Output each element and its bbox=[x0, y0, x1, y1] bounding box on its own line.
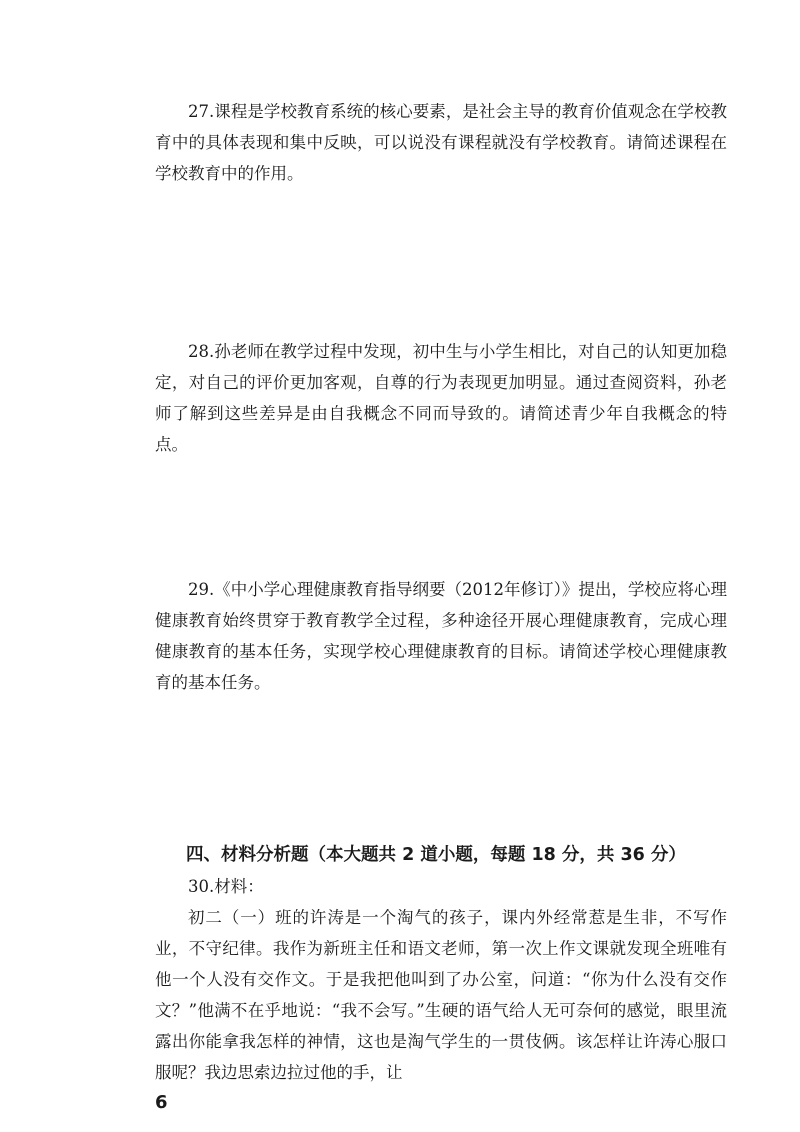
question-28-text: 28.孙老师在教学过程中发现，初中生与小学生相比，对自己的认知更加稳定，对自己的评价更加客观，自尊的行为表现更加明显。通过查阅资料，孙老师了解到这些差异是由自我概念不同而导致的。请简述青少年自我概念的特点。 bbox=[155, 342, 727, 454]
question-27 bbox=[155, 96, 727, 189]
section-title: 四、材料分析题（本大题共 2 道小题，每题 18 分，共 36 分） bbox=[186, 845, 686, 865]
question-27-text: 27.课程是学校教育系统的核心要素，是社会主导的教育价值观念在学校教育中的具体表现和集中反映，可以说没有课程就没有学校教育。请简述课程在学校教育中的作用。 bbox=[155, 102, 727, 183]
question-30 bbox=[155, 871, 727, 1088]
question-30-label: 30.材料： bbox=[188, 877, 264, 896]
question-30-material-text: 初二（一）班的许涛是一个淘气的孩子，课内外经常惹是生非，不写作业，不守纪律。我作为新班主任和语文老师，第一次上作文课就发现全班唯有他一个人没有交作文。于是我把他叫到了办公室，问道：“你为什么没有交作文？”他满不在乎地说：“我不会写。”生硬的语气给人无可奈何的感觉，眼里流露出你能拿我怎样的神情，这也是淘气学生的一贯伎俩。该怎样让许涛心服口服呢？我边思索边拉过他的手，让 bbox=[155, 908, 727, 1082]
question-28 bbox=[155, 336, 727, 460]
question-29-text: 29.《中小学心理健康教育指导纲要（2012年修订）》提出，学校应将心理健康教育始终贯穿于教育教学全过程，多种途径开展心理健康教育，完成心理健康教育的基本任务，实现学校心理健康教育的目标。请简述学校心理健康教育的基本任务。 bbox=[155, 580, 727, 692]
page-number: 6 bbox=[155, 1092, 168, 1113]
question-29 bbox=[155, 574, 727, 698]
